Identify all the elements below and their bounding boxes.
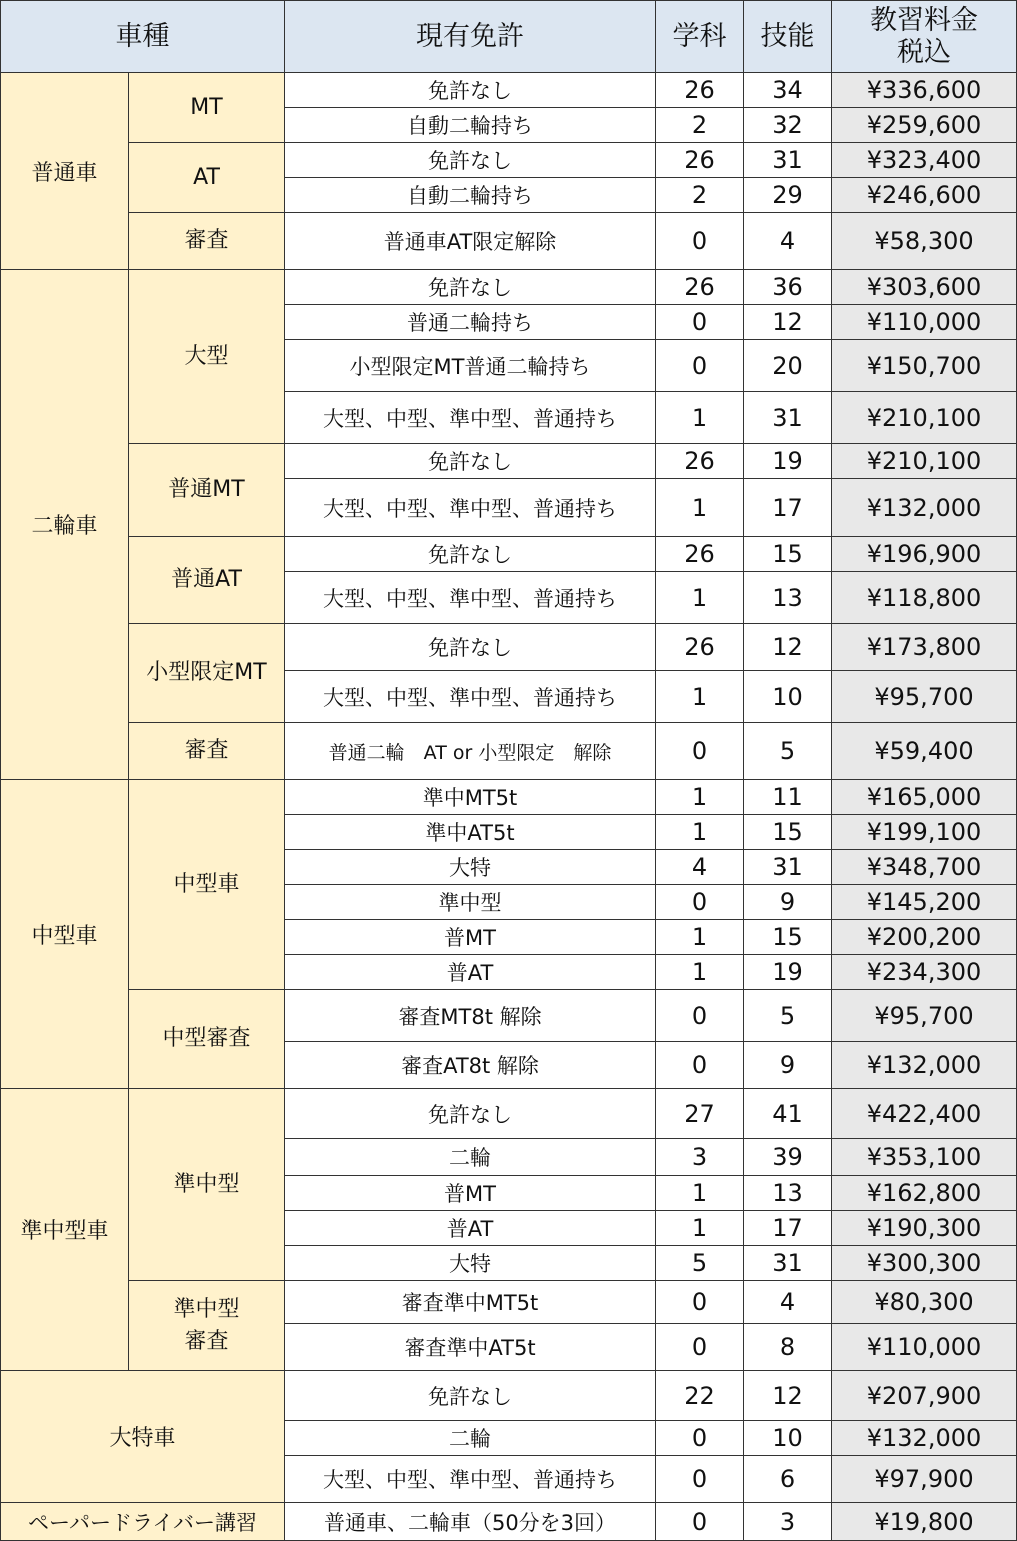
academic-cell: 2 xyxy=(656,178,744,213)
fee-cell: ¥190,300 xyxy=(832,1211,1017,1246)
skill-cell: 11 xyxy=(744,780,832,815)
academic-cell: 1 xyxy=(656,920,744,955)
table-row xyxy=(1,73,1017,108)
license-cell: 大型、中型、準中型、普通持ち xyxy=(285,671,656,723)
license-cell: 準中MT5t xyxy=(285,780,656,815)
skill-cell: 31 xyxy=(744,143,832,178)
license-cell: 自動二輪持ち xyxy=(285,178,656,213)
subtype-ogata: 大型 xyxy=(129,270,285,444)
header-skill: 技能 xyxy=(744,1,832,73)
header-fee xyxy=(832,1,1017,73)
subtype-mt: MT xyxy=(129,73,285,143)
fee-cell: ¥97,900 xyxy=(832,1456,1017,1503)
fee-cell: ¥19,800 xyxy=(832,1503,1017,1541)
fee-cell: ¥95,700 xyxy=(832,990,1017,1042)
table-row xyxy=(1,1089,1017,1139)
skill-cell: 19 xyxy=(744,444,832,479)
table-row xyxy=(1,444,1017,479)
fee-cell: ¥259,600 xyxy=(832,108,1017,143)
category-chugata: 中型車 xyxy=(1,780,129,1089)
table-row xyxy=(1,723,1017,780)
skill-cell: 10 xyxy=(744,1421,832,1456)
table-row xyxy=(1,213,1017,270)
skill-cell: 31 xyxy=(744,850,832,885)
license-cell: 二輪 xyxy=(285,1139,656,1176)
academic-cell: 26 xyxy=(656,73,744,108)
fee-cell: ¥348,700 xyxy=(832,850,1017,885)
license-cell: 免許なし xyxy=(285,1371,656,1421)
license-cell: 審査AT8t 解除 xyxy=(285,1042,656,1089)
skill-cell: 31 xyxy=(744,1246,832,1281)
academic-cell: 3 xyxy=(656,1139,744,1176)
category-junchu: 準中型車 xyxy=(1,1089,129,1371)
skill-cell: 4 xyxy=(744,213,832,270)
academic-cell: 26 xyxy=(656,444,744,479)
academic-cell: 27 xyxy=(656,1089,744,1139)
license-cell: 大型、中型、準中型、普通持ち xyxy=(285,479,656,537)
fee-cell: ¥323,400 xyxy=(832,143,1017,178)
fee-cell: ¥303,600 xyxy=(832,270,1017,305)
fee-cell: ¥353,100 xyxy=(832,1139,1017,1176)
header-row xyxy=(1,1,1017,73)
skill-cell: 5 xyxy=(744,723,832,780)
subtype-junchu-shinsa-line1: 準中型 xyxy=(173,1296,240,1322)
license-cell: 準中AT5t xyxy=(285,815,656,850)
skill-cell: 15 xyxy=(744,815,832,850)
academic-cell: 26 xyxy=(656,270,744,305)
license-cell: 大型、中型、準中型、普通持ち xyxy=(285,392,656,444)
skill-cell: 9 xyxy=(744,1042,832,1089)
fee-cell: ¥58,300 xyxy=(832,213,1017,270)
subtype-junchu-shinsa xyxy=(129,1281,285,1371)
license-cell: 普AT xyxy=(285,955,656,990)
skill-cell: 5 xyxy=(744,990,832,1042)
academic-cell: 0 xyxy=(656,723,744,780)
license-cell: 免許なし xyxy=(285,1089,656,1139)
academic-cell: 0 xyxy=(656,1281,744,1324)
license-cell: 準中型 xyxy=(285,885,656,920)
fee-cell: ¥300,300 xyxy=(832,1246,1017,1281)
fee-cell: ¥422,400 xyxy=(832,1089,1017,1139)
license-cell: 普通二輪持ち xyxy=(285,305,656,340)
table-row xyxy=(1,990,1017,1042)
fee-cell: ¥173,800 xyxy=(832,624,1017,671)
skill-cell: 29 xyxy=(744,178,832,213)
license-cell: 普MT xyxy=(285,920,656,955)
skill-cell: 31 xyxy=(744,392,832,444)
license-cell: 二輪 xyxy=(285,1421,656,1456)
academic-cell: 1 xyxy=(656,780,744,815)
skill-cell: 8 xyxy=(744,1324,832,1371)
license-cell: 審査準中AT5t xyxy=(285,1324,656,1371)
academic-cell: 0 xyxy=(656,1503,744,1541)
fee-cell: ¥118,800 xyxy=(832,572,1017,624)
header-vehicle-type: 車種 xyxy=(1,1,285,73)
license-cell: 小型限定MT普通二輪持ち xyxy=(285,340,656,392)
fee-cell: ¥132,000 xyxy=(832,1421,1017,1456)
fee-cell: ¥246,600 xyxy=(832,178,1017,213)
category-futsu: 普通車 xyxy=(1,73,129,270)
subtype-futsu-mt: 普通MT xyxy=(129,444,285,537)
category-nirin: 二輪車 xyxy=(1,270,129,780)
fee-cell: ¥150,700 xyxy=(832,340,1017,392)
skill-cell: 4 xyxy=(744,1281,832,1324)
academic-cell: 5 xyxy=(656,1246,744,1281)
subtype-nirin-shinsa: 審査 xyxy=(129,723,285,780)
license-cell: 大型、中型、準中型、普通持ち xyxy=(285,1456,656,1503)
table-row xyxy=(1,780,1017,815)
subtype-shinsa: 審査 xyxy=(129,213,285,270)
fee-cell: ¥165,000 xyxy=(832,780,1017,815)
skill-cell: 17 xyxy=(744,479,832,537)
header-fee-line2: 税込 xyxy=(897,36,951,68)
license-cell: 自動二輪持ち xyxy=(285,108,656,143)
fee-cell: ¥210,100 xyxy=(832,392,1017,444)
table-row xyxy=(1,537,1017,572)
fee-cell: ¥132,000 xyxy=(832,479,1017,537)
subtype-at: AT xyxy=(129,143,285,213)
academic-cell: 0 xyxy=(656,885,744,920)
skill-cell: 41 xyxy=(744,1089,832,1139)
license-cell: 普通二輪 AT or 小型限定 解除 xyxy=(285,723,656,780)
header-current-license: 現有免許 xyxy=(285,1,656,73)
fee-cell: ¥336,600 xyxy=(832,73,1017,108)
fee-cell: ¥210,100 xyxy=(832,444,1017,479)
license-cell: 普通車AT限定解除 xyxy=(285,213,656,270)
skill-cell: 17 xyxy=(744,1211,832,1246)
academic-cell: 0 xyxy=(656,1042,744,1089)
license-cell: 普MT xyxy=(285,1176,656,1211)
academic-cell: 2 xyxy=(656,108,744,143)
skill-cell: 13 xyxy=(744,572,832,624)
academic-cell: 1 xyxy=(656,955,744,990)
category-daitoku: 大特車 xyxy=(1,1371,285,1503)
academic-cell: 1 xyxy=(656,392,744,444)
fee-cell: ¥200,200 xyxy=(832,920,1017,955)
skill-cell: 12 xyxy=(744,305,832,340)
academic-cell: 4 xyxy=(656,850,744,885)
skill-cell: 32 xyxy=(744,108,832,143)
skill-cell: 39 xyxy=(744,1139,832,1176)
academic-cell: 0 xyxy=(656,305,744,340)
license-cell: 審査準中MT5t xyxy=(285,1281,656,1324)
fee-cell: ¥59,400 xyxy=(832,723,1017,780)
license-cell: 免許なし xyxy=(285,444,656,479)
fee-cell: ¥234,300 xyxy=(832,955,1017,990)
subtype-junchu-shinsa-line2: 審査 xyxy=(184,1328,229,1354)
fee-cell: ¥196,900 xyxy=(832,537,1017,572)
skill-cell: 15 xyxy=(744,920,832,955)
license-cell: 免許なし xyxy=(285,143,656,178)
category-paper-driver: ペーパードライバー講習 xyxy=(1,1503,285,1541)
license-cell: 免許なし xyxy=(285,537,656,572)
table-row xyxy=(1,1503,1017,1541)
fee-cell: ¥110,000 xyxy=(832,305,1017,340)
academic-cell: 0 xyxy=(656,213,744,270)
academic-cell: 26 xyxy=(656,143,744,178)
skill-cell: 9 xyxy=(744,885,832,920)
table-row xyxy=(1,1281,1017,1324)
license-cell: 免許なし xyxy=(285,270,656,305)
skill-cell: 10 xyxy=(744,671,832,723)
license-cell: 大型、中型、準中型、普通持ち xyxy=(285,572,656,624)
table-row xyxy=(1,270,1017,305)
skill-cell: 6 xyxy=(744,1456,832,1503)
skill-cell: 34 xyxy=(744,73,832,108)
skill-cell: 12 xyxy=(744,1371,832,1421)
academic-cell: 1 xyxy=(656,572,744,624)
fee-cell: ¥110,000 xyxy=(832,1324,1017,1371)
academic-cell: 1 xyxy=(656,1176,744,1211)
license-cell: 大特 xyxy=(285,850,656,885)
academic-cell: 1 xyxy=(656,671,744,723)
license-cell: 大特 xyxy=(285,1246,656,1281)
table-row xyxy=(1,1371,1017,1421)
academic-cell: 0 xyxy=(656,1421,744,1456)
table-row xyxy=(1,624,1017,671)
subtype-kogata-mt: 小型限定MT xyxy=(129,624,285,723)
skill-cell: 3 xyxy=(744,1503,832,1541)
academic-cell: 1 xyxy=(656,1211,744,1246)
skill-cell: 13 xyxy=(744,1176,832,1211)
license-cell: 審査MT8t 解除 xyxy=(285,990,656,1042)
license-cell: 普通車、二輪車（50分を3回） xyxy=(285,1503,656,1541)
subtype-futsu-at: 普通AT xyxy=(129,537,285,624)
skill-cell: 20 xyxy=(744,340,832,392)
skill-cell: 12 xyxy=(744,624,832,671)
academic-cell: 1 xyxy=(656,479,744,537)
skill-cell: 15 xyxy=(744,537,832,572)
header-fee-line1: 教習料金 xyxy=(870,4,978,36)
academic-cell: 0 xyxy=(656,1456,744,1503)
academic-cell: 1 xyxy=(656,815,744,850)
license-cell: 免許なし xyxy=(285,624,656,671)
fee-cell: ¥199,100 xyxy=(832,815,1017,850)
academic-cell: 0 xyxy=(656,990,744,1042)
subtype-chugata-shinsa: 中型審査 xyxy=(129,990,285,1089)
fee-cell: ¥132,000 xyxy=(832,1042,1017,1089)
academic-cell: 22 xyxy=(656,1371,744,1421)
skill-cell: 36 xyxy=(744,270,832,305)
fee-cell: ¥162,800 xyxy=(832,1176,1017,1211)
subtype-junchugata: 準中型 xyxy=(129,1089,285,1281)
academic-cell: 0 xyxy=(656,340,744,392)
fee-cell: ¥207,900 xyxy=(832,1371,1017,1421)
license-cell: 普AT xyxy=(285,1211,656,1246)
header-academic: 学科 xyxy=(656,1,744,73)
subtype-chugatasha: 中型車 xyxy=(129,780,285,990)
license-cell: 免許なし xyxy=(285,73,656,108)
fee-cell: ¥145,200 xyxy=(832,885,1017,920)
fee-cell: ¥80,300 xyxy=(832,1281,1017,1324)
academic-cell: 26 xyxy=(656,537,744,572)
skill-cell: 19 xyxy=(744,955,832,990)
academic-cell: 26 xyxy=(656,624,744,671)
table-row xyxy=(1,143,1017,178)
fee-cell: ¥95,700 xyxy=(832,671,1017,723)
academic-cell: 0 xyxy=(656,1324,744,1371)
